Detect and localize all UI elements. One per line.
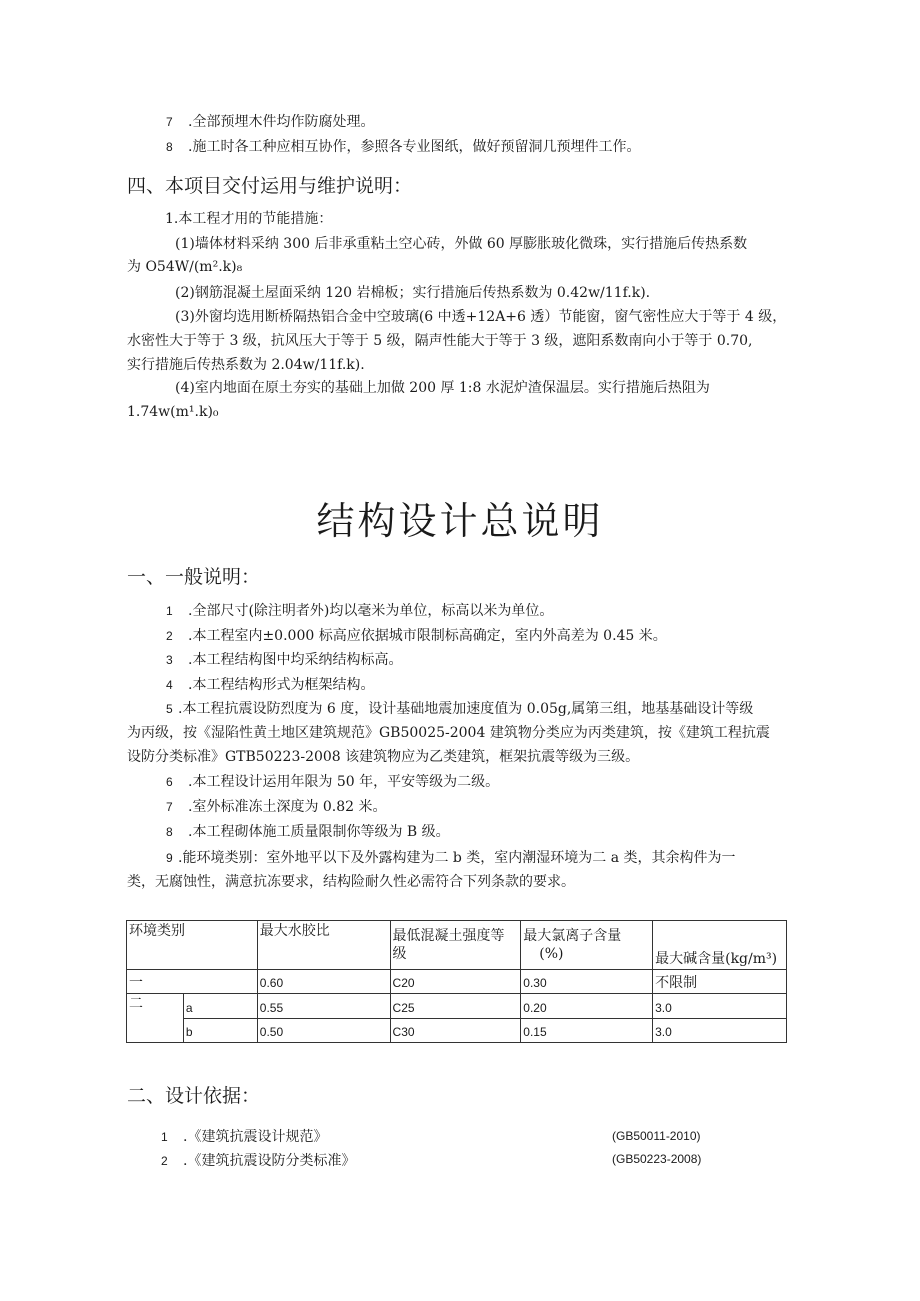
cell-water-binder-ratio: 0.55 bbox=[257, 994, 390, 1019]
reference-item bbox=[161, 1127, 327, 1147]
header-concrete-grade bbox=[390, 921, 521, 970]
paragraph: (1)墙体材料采纳 300 后非承重粘土空心砖，外做 60 厚膨胀玻化微珠，实行措施后传热系数 bbox=[175, 236, 748, 252]
cell-water-binder-ratio: 0.50 bbox=[257, 1019, 390, 1043]
cell-chloride: 0.15 bbox=[521, 1019, 653, 1043]
reference-code: (GB50223-2008) bbox=[612, 1152, 702, 1166]
list-item bbox=[166, 675, 374, 695]
cell-subcategory: b bbox=[183, 1019, 257, 1043]
header-chloride-line1: 最大氯离子含量 bbox=[523, 928, 622, 944]
item-number: 2 bbox=[166, 629, 173, 643]
item-text: .本工程结构图中均采纳结构标高。 bbox=[188, 652, 403, 668]
item-number: 7 bbox=[166, 115, 173, 129]
item-text: .本工程室内±0.000 标高应依据城市限制标高确定，室内外高差为 0.45 米。 bbox=[188, 628, 667, 644]
item-number: 6 bbox=[166, 775, 173, 789]
item-text: .全部预埋木件均作防腐处理。 bbox=[188, 114, 375, 130]
cell-chloride: 0.20 bbox=[521, 994, 653, 1019]
paragraph: (4)室内地面在原土夯实的基础上加做 200 厚 1:8 水泥炉渣保温层。实行措施后热阻为 bbox=[175, 380, 710, 396]
cell-subcategory: a bbox=[183, 994, 257, 1019]
header-concrete-grade-line2: 级 bbox=[392, 946, 407, 962]
item-text: .室外标准冻土深度为 0.82 米。 bbox=[188, 799, 387, 815]
cell-concrete-grade: C20 bbox=[390, 970, 521, 994]
item-number: 1 bbox=[166, 604, 173, 618]
header-concrete-grade-line1: 最低混凝土强度等 bbox=[392, 928, 505, 944]
header-chloride-line2: (%) bbox=[539, 946, 564, 962]
item-text: .本工程结构形式为框架结构。 bbox=[188, 677, 375, 693]
item-number: 4 bbox=[166, 678, 173, 692]
paragraph: (2)钢筋混凝土屋面采纳 120 岩棉板；实行措施后传热系数为 0.42w∕11f.k). bbox=[175, 285, 651, 301]
item-text: .施工时各工种应相互协作，参照各专业图纸，做好预留洞几预埋件工作。 bbox=[188, 139, 641, 155]
item-number: 7 bbox=[166, 800, 173, 814]
cell-concrete-grade: C30 bbox=[390, 1019, 521, 1043]
list-item bbox=[166, 626, 667, 646]
item-number: 8 bbox=[166, 140, 173, 154]
paragraph: 实行措施后传热系数为 2.04w∕11f.k). bbox=[127, 357, 365, 373]
cell-concrete-grade: C25 bbox=[390, 994, 521, 1019]
paragraph: 设防分类标准》GTB50223-2008 该建筑物应为乙类建筑，框架抗震等级为三级。 bbox=[127, 749, 640, 765]
list-item bbox=[166, 650, 402, 670]
reference-title: .《建筑抗震设防分类标准》 bbox=[183, 1153, 356, 1169]
paragraph: 水密性大于等于 3 级，抗风压大于等于 5 级，隔声性能大于等于 3 级，遮阳系数南向小于等于 0.70, bbox=[127, 333, 753, 349]
reference-item bbox=[161, 1151, 355, 1171]
list-item bbox=[166, 112, 374, 132]
section-heading: 四、本项目交付运用与维护说明： bbox=[127, 175, 413, 197]
document-title: 结构设计总说明 bbox=[316, 499, 604, 543]
list-item bbox=[166, 822, 450, 842]
list-item bbox=[166, 601, 553, 621]
item-number: 5 bbox=[166, 702, 173, 716]
cell-chloride: 0.30 bbox=[521, 970, 653, 994]
item-number: 2 bbox=[161, 1154, 168, 1168]
header-alkali: 最大碱含量(kg∕m³) bbox=[653, 921, 787, 970]
header-water-binder-ratio: 最大水胶比 bbox=[257, 921, 390, 970]
paragraph: 为 O54W∕(m².k)₈ bbox=[127, 259, 243, 275]
section-heading: 二、设计依据： bbox=[127, 1085, 261, 1107]
item-number: 1 bbox=[161, 1130, 168, 1144]
item-number: 9 bbox=[166, 851, 173, 865]
list-item bbox=[166, 848, 736, 868]
header-env-class: 环境类别 bbox=[127, 921, 258, 970]
cell-water-binder-ratio: 0.60 bbox=[257, 970, 390, 994]
item-text: .能环境类别：室外地平以下及外露构建为二 b 类，室内潮湿环境为二 a 类，其余构件为一 bbox=[178, 850, 736, 866]
list-item bbox=[166, 137, 640, 157]
item-text: .本工程抗震设防烈度为 6 度，设计基础地震加速度值为 0.05g,属第三组，地基基础设计等级 bbox=[178, 701, 754, 717]
paragraph: 类，无腐蚀性，满意抗冻要求，结构险耐久性必需符合下列条款的要求。 bbox=[127, 874, 575, 890]
item-text: .本工程砌体施工质量限制你等级为 B 级。 bbox=[188, 824, 450, 840]
list-item bbox=[166, 797, 387, 817]
cell-category: 二 bbox=[127, 994, 184, 1043]
section-heading: 一、一般说明： bbox=[127, 566, 261, 588]
cell-alkali: 不限制 bbox=[653, 970, 787, 994]
cell-alkali: 3.0 bbox=[653, 1019, 787, 1043]
reference-code: (GB50011-2010) bbox=[612, 1129, 701, 1143]
item-text: .本工程设计运用年限为 50 年，平安等级为二级。 bbox=[188, 774, 500, 790]
paragraph: 为丙级，按《湿陷性黄土地区建筑规范》GB50025-2004 建筑物分类应为丙类建筑，按《建筑工程抗震 bbox=[127, 725, 770, 741]
cell-alkali: 3.0 bbox=[653, 994, 787, 1019]
table-header-row bbox=[127, 921, 787, 970]
list-item bbox=[166, 772, 499, 792]
item-number: 8 bbox=[166, 825, 173, 839]
paragraph: 1.本工程才用的节能措施： bbox=[165, 211, 333, 227]
table-row bbox=[127, 994, 787, 1019]
paragraph: (3)外窗均选用断桥隔热铝合金中空玻璃(6 中透+12A+6 透）节能窗，窗气密性应大于等于 4 级， bbox=[175, 309, 787, 325]
item-text: .全部尺寸(除注明者外)均以毫米为单位，标高以米为单位。 bbox=[188, 603, 554, 619]
environment-class-table bbox=[126, 920, 787, 1043]
reference-title: .《建筑抗震设计规范》 bbox=[183, 1129, 328, 1145]
paragraph: 1.74w(m¹.k)₀ bbox=[127, 404, 219, 420]
table-row bbox=[127, 1019, 787, 1043]
list-item bbox=[166, 699, 753, 719]
header-chloride bbox=[521, 921, 653, 970]
cell-category: 一 bbox=[127, 970, 258, 994]
item-number: 3 bbox=[166, 653, 173, 667]
table-row bbox=[127, 970, 787, 994]
